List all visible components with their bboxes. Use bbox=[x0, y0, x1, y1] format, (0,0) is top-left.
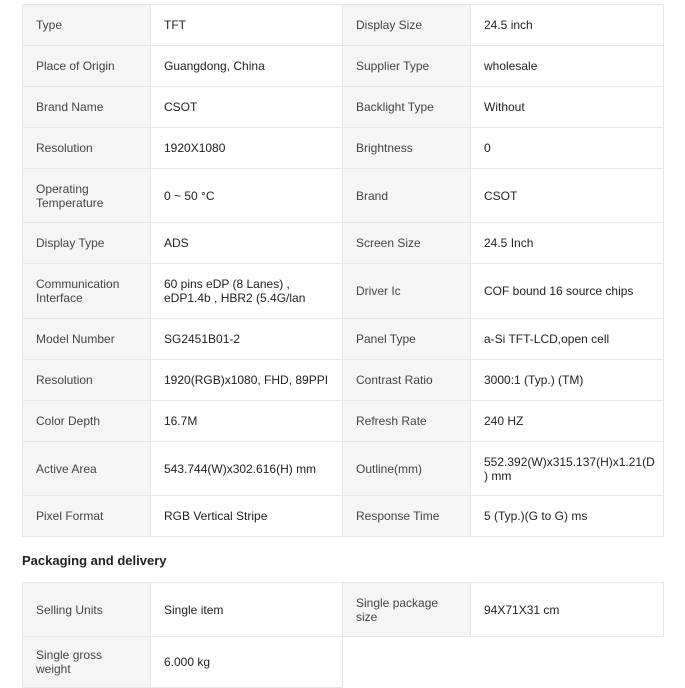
spec-label: Pixel Format bbox=[23, 496, 151, 537]
spec-row bbox=[23, 583, 664, 637]
spec-value: 24.5 Inch bbox=[471, 223, 664, 264]
spec-value: SG2451B01-2 bbox=[151, 319, 343, 360]
spec-value: 240 HZ bbox=[471, 401, 664, 442]
spec-value: Without bbox=[471, 87, 664, 128]
spec-value: ADS bbox=[151, 223, 343, 264]
spec-row bbox=[23, 401, 664, 442]
spec-value: 60 pins eDP (8 Lanes) , eDP1.4b , HBR2 (5.4G/lan bbox=[151, 264, 343, 319]
spec-label: Communication Interface bbox=[23, 264, 151, 319]
spec-label: Resolution bbox=[23, 360, 151, 401]
spec-value: RGB Vertical Stripe bbox=[151, 496, 343, 537]
spec-row bbox=[23, 169, 664, 223]
spec-value: 24.5 inch bbox=[471, 5, 664, 46]
spec-value bbox=[471, 637, 664, 688]
spec-row bbox=[23, 46, 664, 87]
spec-row bbox=[23, 5, 664, 46]
spec-label: Place of Origin bbox=[23, 46, 151, 87]
spec-label: Refresh Rate bbox=[343, 401, 471, 442]
spec-label: Brand bbox=[343, 169, 471, 223]
spec-label: Single gross weight bbox=[23, 637, 151, 688]
spec-value: 6.000 kg bbox=[151, 637, 343, 688]
specifications-table bbox=[22, 4, 664, 537]
spec-label: Single package size bbox=[343, 583, 471, 637]
spec-row bbox=[23, 442, 664, 496]
spec-value: Guangdong, China bbox=[151, 46, 343, 87]
spec-value: CSOT bbox=[151, 87, 343, 128]
packaging-table bbox=[22, 582, 664, 688]
packaging-section-title: Packaging and delivery bbox=[22, 553, 167, 568]
spec-value: 5 (Typ.)(G to G) ms bbox=[471, 496, 664, 537]
spec-value: 552.392(W)x315.137(H)x1.21(D ) mm bbox=[471, 442, 664, 496]
spec-label: Brand Name bbox=[23, 87, 151, 128]
spec-label: Active Area bbox=[23, 442, 151, 496]
spec-row bbox=[23, 319, 664, 360]
spec-row bbox=[23, 496, 664, 537]
spec-row bbox=[23, 637, 664, 688]
spec-label: Selling Units bbox=[23, 583, 151, 637]
spec-row bbox=[23, 360, 664, 401]
spec-value: TFT bbox=[151, 5, 343, 46]
spec-value: 0 ~ 50 °C bbox=[151, 169, 343, 223]
spec-label: Display Size bbox=[343, 5, 471, 46]
spec-value: 16.7M bbox=[151, 401, 343, 442]
spec-row bbox=[23, 87, 664, 128]
packaging-body bbox=[23, 583, 664, 688]
spec-value: a-Si TFT-LCD,open cell bbox=[471, 319, 664, 360]
spec-label: Type bbox=[23, 5, 151, 46]
spec-label: Supplier Type bbox=[343, 46, 471, 87]
spec-value: Single item bbox=[151, 583, 343, 637]
spec-row bbox=[23, 223, 664, 264]
spec-label: Display Type bbox=[23, 223, 151, 264]
spec-row bbox=[23, 264, 664, 319]
spec-label: Contrast Ratio bbox=[343, 360, 471, 401]
spec-value: 0 bbox=[471, 128, 664, 169]
spec-value: 94X71X31 cm bbox=[471, 583, 664, 637]
spec-label: Color Depth bbox=[23, 401, 151, 442]
spec-label: Screen Size bbox=[343, 223, 471, 264]
spec-value: 3000:1 (Typ.) (TM) bbox=[471, 360, 664, 401]
spec-row bbox=[23, 128, 664, 169]
spec-label bbox=[343, 637, 471, 688]
spec-label: Backlight Type bbox=[343, 87, 471, 128]
spec-label: Model Number bbox=[23, 319, 151, 360]
spec-label: Resolution bbox=[23, 128, 151, 169]
spec-value: wholesale bbox=[471, 46, 664, 87]
spec-value: 1920(RGB)x1080, FHD, 89PPI bbox=[151, 360, 343, 401]
spec-label: Outline(mm) bbox=[343, 442, 471, 496]
spec-value: 1920X1080 bbox=[151, 128, 343, 169]
spec-label: Operating Temperature bbox=[23, 169, 151, 223]
spec-label: Brightness bbox=[343, 128, 471, 169]
spec-label: Panel Type bbox=[343, 319, 471, 360]
spec-value: 543.744(W)x302.616(H) mm bbox=[151, 442, 343, 496]
spec-value: CSOT bbox=[471, 169, 664, 223]
specifications-body bbox=[23, 5, 664, 537]
spec-value: COF bound 16 source chips bbox=[471, 264, 664, 319]
spec-label: Driver Ic bbox=[343, 264, 471, 319]
spec-label: Response Time bbox=[343, 496, 471, 537]
